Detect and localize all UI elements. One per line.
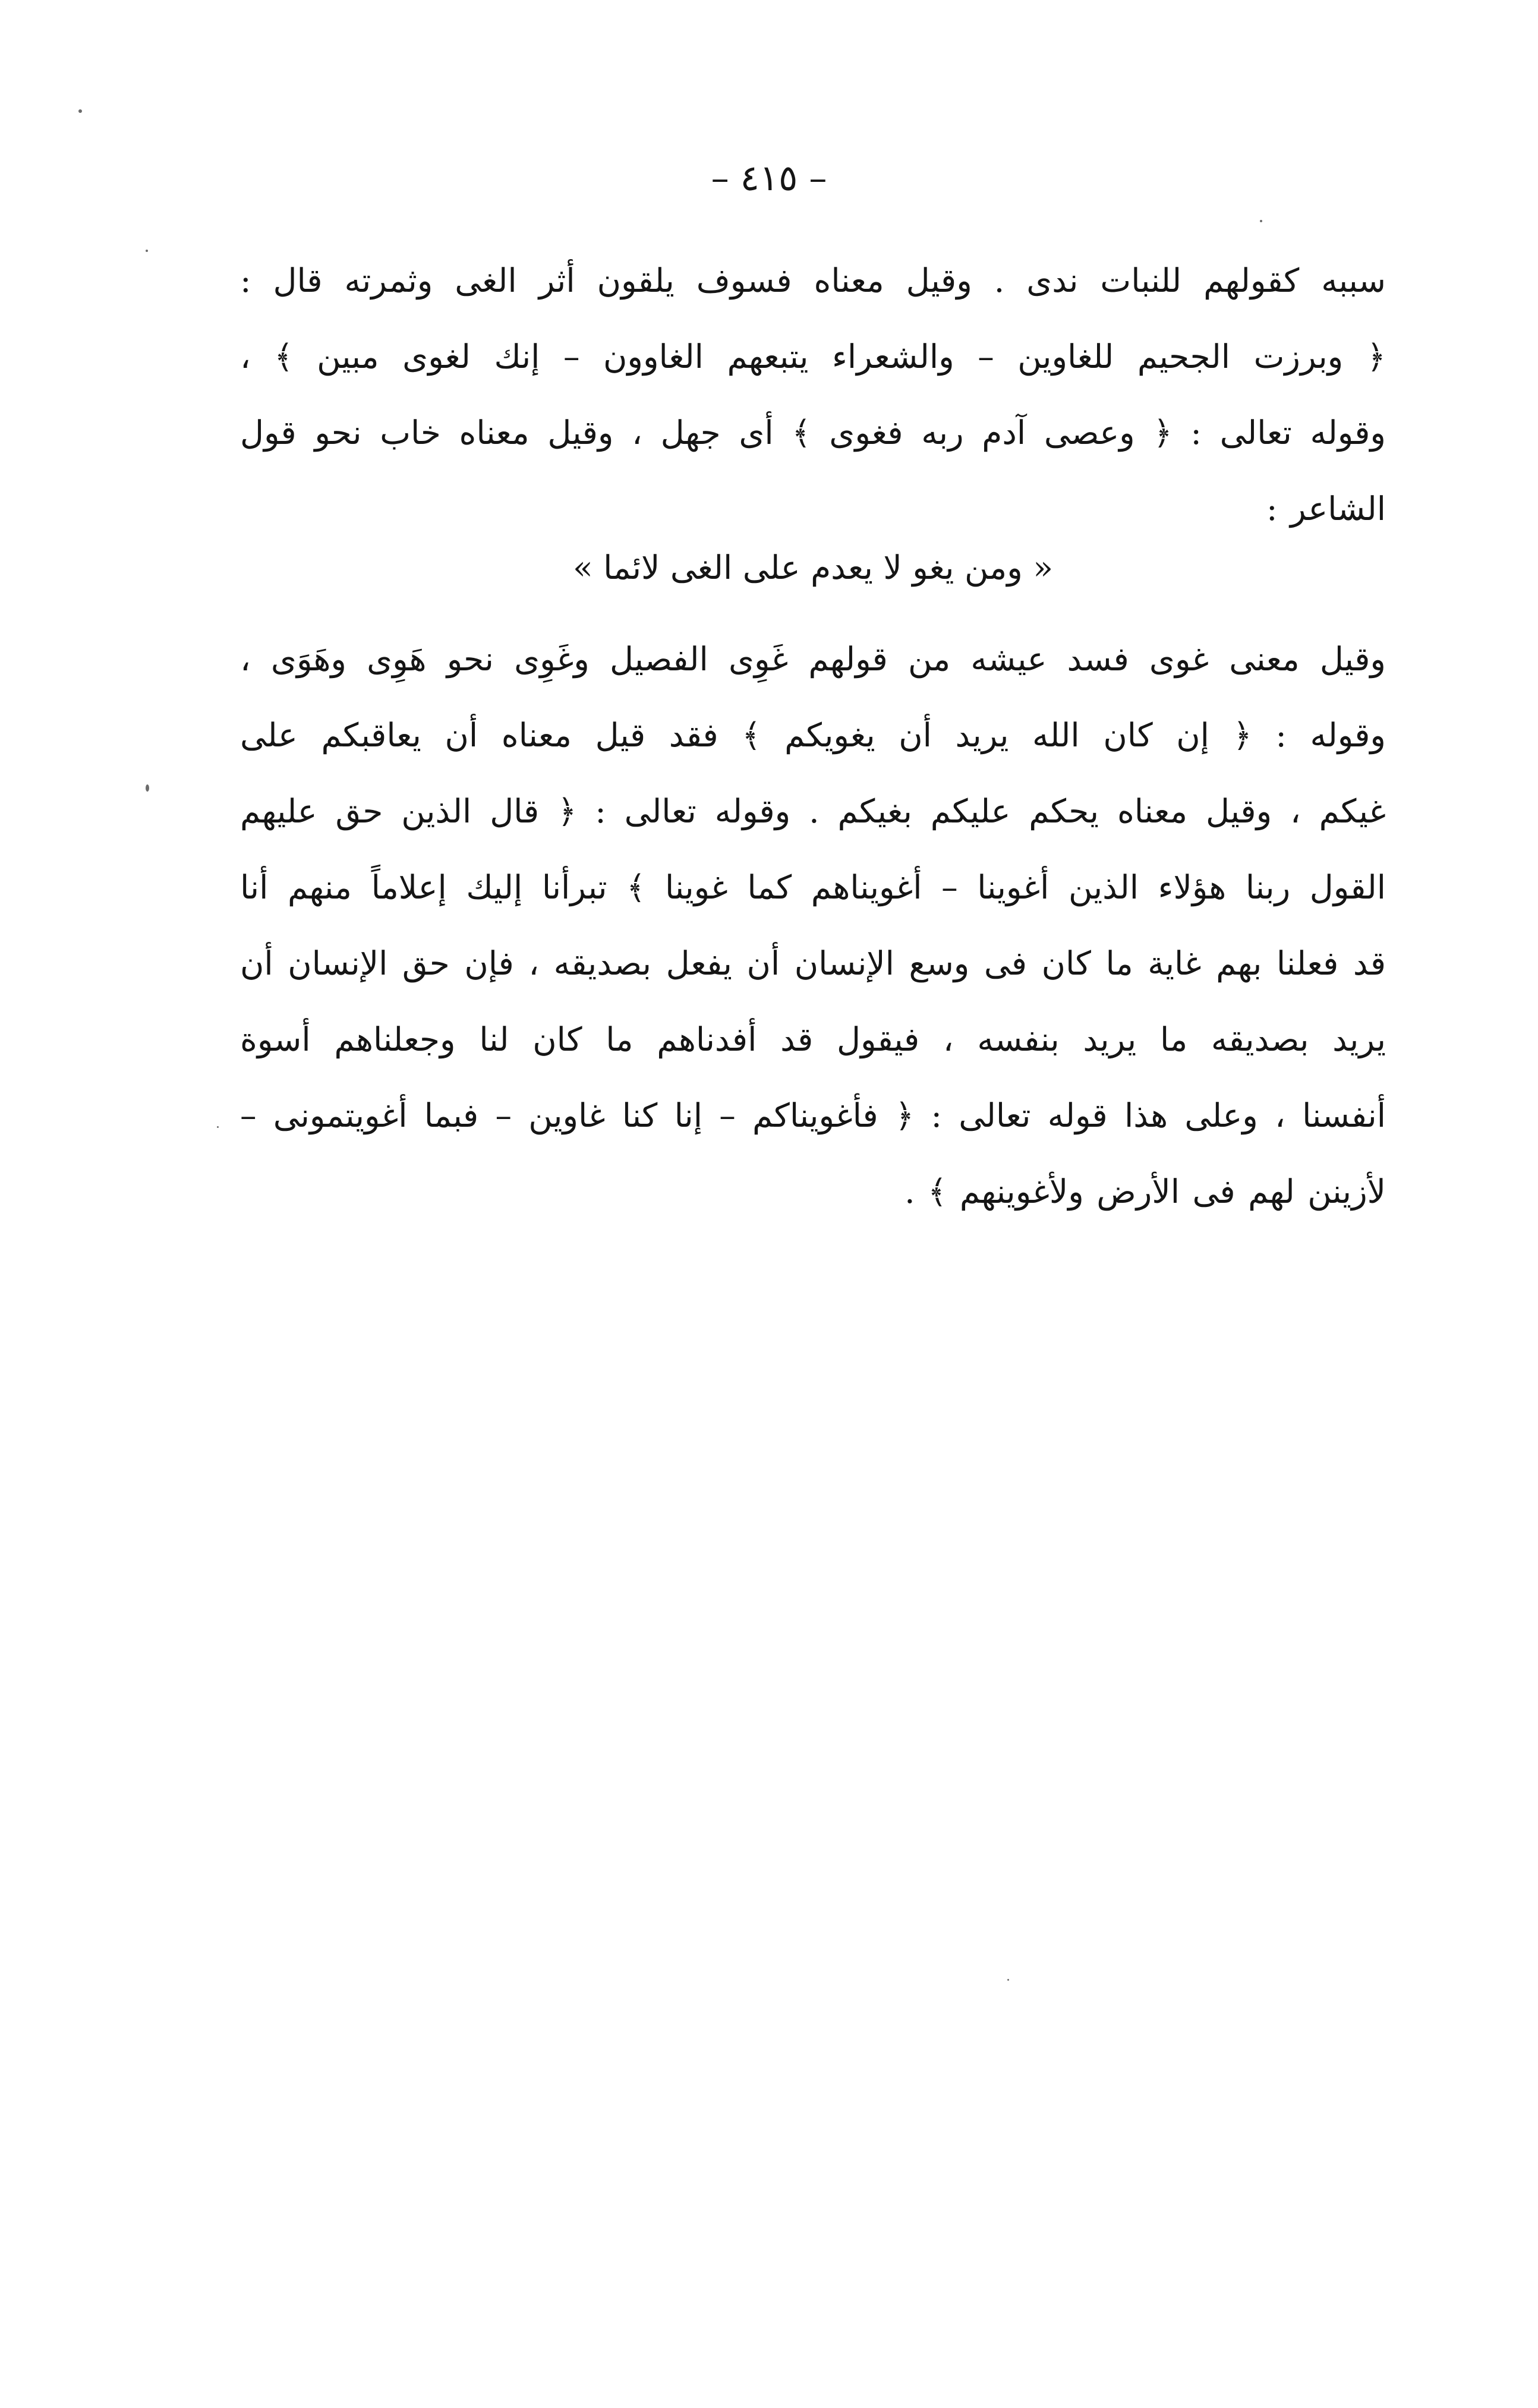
paragraph-2-line: غيكم ، وقيل معناه يحكم عليكم بغيكم . وقوله تعالى : ﴿ قال الذين حق عليهم bbox=[240, 792, 1386, 830]
poetry-verse: « ومن يغو لا يعدم على الغى لائما » bbox=[573, 549, 1053, 587]
paragraph-2-line: وقوله : ﴿ إن كان الله يريد أن يغويكم ﴾ فقد قيل معناه أن يعاقبكم على bbox=[240, 716, 1386, 754]
paragraph-2 bbox=[240, 621, 1386, 1230]
paragraph-2-line: أنفسنا ، وعلى هذا قوله تعالى : ﴿ فأغويناكم – إنا كنا غاوين – فبما أغويتمونى – bbox=[240, 1096, 1386, 1134]
scan-speck bbox=[1260, 220, 1262, 222]
paragraph-2-line: لأزينن لهم فى الأرض ولأغوينهم ﴾ . bbox=[904, 1173, 1386, 1211]
paragraph-2-line: القول ربنا هؤلاء الذين أغوينا – أغويناهم كما غوينا ﴾ تبرأنا إليك إعلاماً منهم أنا bbox=[240, 868, 1386, 906]
paragraph-1 bbox=[240, 242, 1386, 547]
paragraph-1-line: الشاعر : bbox=[1266, 490, 1386, 528]
paragraph-2-line: قد فعلنا بهم غاية ما كان فى وسع الإنسان أن يفعل بصديقه ، فإن حق الإنسان أن bbox=[240, 944, 1386, 982]
paragraph-2-line: وقيل معنى غوى فسد عيشه من قولهم غَوِى الفصيل وغَوِى نحو هَوِى وهَوَى ، bbox=[240, 640, 1386, 678]
scan-speck bbox=[217, 1126, 219, 1128]
scan-speck bbox=[146, 250, 148, 252]
paragraph-2-line: يريد بصديقه ما يريد بنفسه ، فيقول قد أفدناهم ما كان لنا وجعلناهم أسوة bbox=[240, 1020, 1386, 1058]
scan-speck bbox=[78, 109, 82, 113]
scan-speck bbox=[146, 784, 149, 792]
paragraph-1-line: سببه كقولهم للنبات ندى . وقيل معناه فسوف يلقون أثر الغى وثمرته قال : bbox=[240, 261, 1386, 300]
scan-speck bbox=[1007, 1979, 1009, 1981]
page-number: – ٤١٥ – bbox=[711, 157, 827, 199]
paragraph-1-line: وقوله تعالى : ﴿ وعصى آدم ربه فغوى ﴾ أى جهل ، وقيل معناه خاب نحو قول bbox=[240, 414, 1386, 452]
paragraph-1-line: ﴿ وبرزت الجحيم للغاوين – والشعراء يتبعهم الغاوون – إنك لغوى مبين ﴾ ، bbox=[240, 338, 1386, 376]
